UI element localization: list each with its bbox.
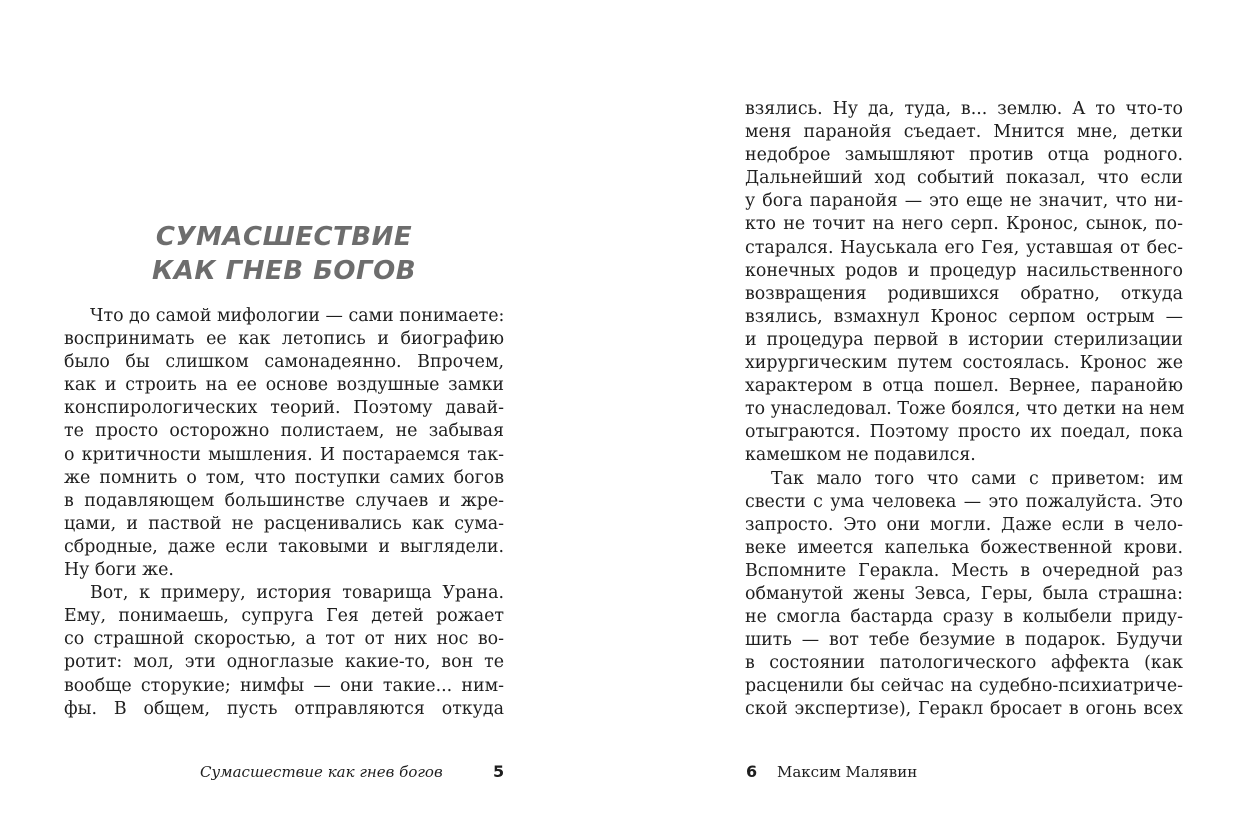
text-line: Ну боги же. (64, 560, 174, 581)
text-line: воспринимать ее как летопись и биографию (64, 329, 504, 350)
running-title: Максим Малявин (777, 763, 918, 781)
text-line: кто не точит на него серп. Кронос, сынок, по- (745, 214, 1183, 235)
text-line: Ему, понимаешь, супруга Гея детей рожает (64, 606, 504, 627)
text-line: ской экспертизе), Геракл бросает в огонь всех (745, 699, 1183, 720)
text-line: как и строить на ее основе воздушные замки (64, 375, 504, 396)
text-line: взялись, взмахнул Кронос серпом острым — (745, 306, 1183, 327)
text-line: шить — вот тебе безумие в подарок. Будучи (745, 630, 1183, 651)
text-line: те просто осторожно полистаем, не забывая (64, 421, 504, 442)
chapter-title (64, 220, 504, 288)
text-line: о критичности мышления. И постараемся так- (64, 444, 504, 465)
text-line: камешком не подавился. (745, 445, 976, 466)
text-line: конспирологических теорий. Поэтому давай- (64, 398, 504, 419)
text-line: меня паранойя съедает. Мнится мне, детки (745, 122, 1183, 143)
text-line: характером в отца пошел. Вернее, паранойю (745, 376, 1183, 397)
text-line: и процедура первой в истории стерилизации (745, 329, 1183, 350)
text-line: Что до самой мифологии — сами понимаете: (90, 306, 505, 326)
text-line: у бога паранойя — это еще не значит, что ни- (745, 191, 1183, 212)
right-body-text (745, 98, 1183, 722)
text-line: в состоянии патологического аффекта (как (745, 653, 1183, 674)
text-line: Вспомните Геракла. Месть в очередной раз (745, 560, 1183, 581)
text-line: Так мало того что сами с приветом: им (771, 468, 1183, 489)
page-number: 5 (493, 762, 505, 781)
text-line: сбродные, даже если таковыми и выглядели. (64, 536, 504, 557)
chapter-title-line-1: СУМАСШЕСТВИЕ (155, 222, 413, 252)
text-line: веке имеется капелька божественной крови. (745, 537, 1183, 558)
text-line: цами, и паствой не расценивались как сума- (64, 513, 504, 534)
text-line: конечных родов и процедур насильственного (745, 260, 1183, 281)
page-number: 6 (746, 762, 758, 781)
text-line: обманутой жены Зевса, Геры, была страшна: (745, 583, 1183, 604)
text-line: отыграются. Поэтому просто их поедал, пока (745, 422, 1183, 443)
text-line: фы. В общем, пусть отправляются откуда (64, 698, 504, 719)
left-body-text (64, 305, 504, 721)
text-line: не смогла бастарда сразу в колыбели приду- (745, 607, 1183, 628)
text-line: то унаследовал. Тоже боялся, что детки на нем (745, 399, 1185, 420)
text-line: взялись. Ну да, туда, в... землю. А то что-то (745, 99, 1183, 119)
text-line: запросто. Это они могли. Даже если в чело- (745, 514, 1183, 535)
text-line: расценили бы сейчас на судебно-психиатриче- (745, 676, 1183, 697)
text-line: возвращения родившихся обратно, откуда (745, 283, 1183, 304)
chapter-title-line-2: КАК ГНЕВ БОГОВ (151, 256, 417, 286)
text-line: Вот, к примеру, история товарища Урана. (90, 583, 504, 604)
text-line: Дальнейший ход событий показал, что если (745, 168, 1183, 189)
text-line: вообще сторукие; нимфы — они такие... ним- (64, 675, 504, 696)
text-line: недоброе замышляют против отца родного. (745, 145, 1183, 166)
text-line: свести с ума человека — это пожалуйста. Это (745, 491, 1183, 512)
text-line: хирургическим путем состоялась. Кронос же (745, 353, 1183, 374)
text-line: старался. Науськала его Гея, уставшая от бес- (745, 237, 1183, 258)
text-line: в подавляющем большинстве случаев и жре- (64, 490, 504, 511)
right-page (625, 0, 1250, 834)
running-title: Сумасшествие как гнев богов (200, 763, 443, 781)
text-line: было бы слишком самонадеянно. Впрочем, (64, 352, 504, 373)
text-line: же помнить о том, что поступки самих богов (64, 467, 504, 488)
text-line: со страшной скоростью, а тот от них нос во- (64, 629, 504, 650)
text-line: ротит: мол, эти одноглазые какие-то, вон те (64, 652, 504, 673)
